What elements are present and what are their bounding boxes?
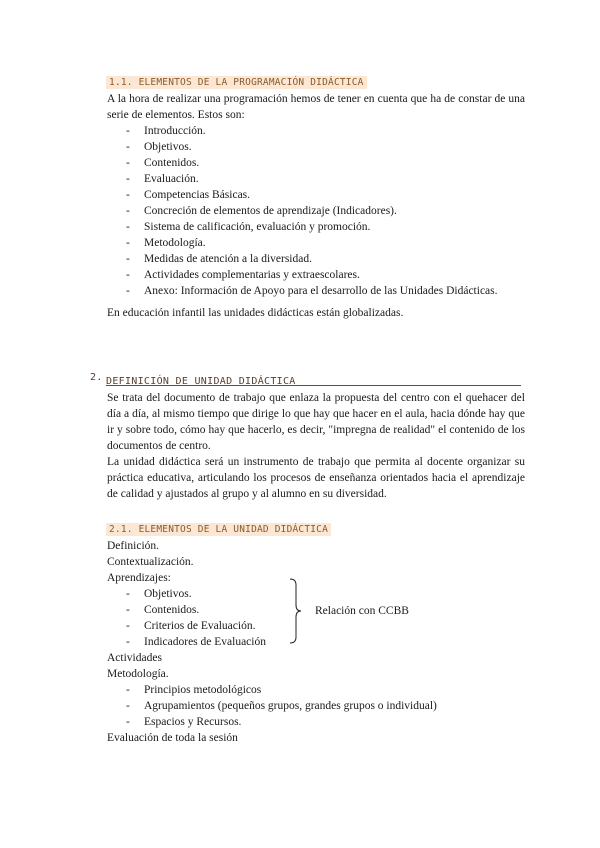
list-item: - Metodología.: [126, 237, 206, 249]
section-1-1-intro: A la hora de realizar una programación hemos de tener en cuenta que ha de constar de una serie de elementos. Estos son:: [107, 93, 525, 121]
contextualizacion: Contextualización.: [107, 556, 194, 568]
section-1-1-closing: En educación infantil las unidades didácticas están globalizadas.: [107, 307, 404, 319]
list-item: - Agrupamientos (pequeños grupos, grandes grupos o individual): [126, 700, 437, 712]
list-item: - Evaluación.: [126, 173, 199, 185]
section-2-1-heading-wrap: [106, 519, 331, 537]
list-item: - Objetivos.: [126, 141, 192, 153]
section-2-heading-rule: [106, 371, 521, 386]
list-item: - Objetivos.: [126, 588, 192, 600]
evaluacion: Evaluación de toda la sesión: [107, 732, 238, 744]
metodologia: Metodología.: [107, 668, 169, 680]
elements-list: [126, 123, 498, 299]
section-1-1-heading: 1.1. ELEMENTOS DE LA PROGRAMACIÓN DIDÁCTICA: [106, 76, 367, 89]
list-item: - Actividades complementarias y extraescolares.: [126, 269, 360, 281]
list-item: - Contenidos.: [126, 157, 200, 169]
section-2-1-heading: 2.1. ELEMENTOS DE LA UNIDAD DIDÁCTICA: [106, 523, 331, 536]
section-2-paragraph-2: La unidad didáctica será un instrumento de trabajo que permita al docente organizar su práctica educativa, articulando los procesos de enseñanza orientados hacia el aprendizaje de calidad y ajustados al grupo y al alumno en su diversidad.: [107, 456, 525, 500]
section-2-paragraph-1: Se trata del documento de trabajo que enlaza la propuesta del centro con el quehacer del día a día, al mismo tiempo que dirige lo que hay que hacer en el aula, hacia dónde hay que ir y sobre todo, cómo hay que hacerlo, es decir, "impregna de realidad" el contenido de los documentos de centro.: [107, 392, 525, 452]
list-item: - Anexo: Información de Apoyo para el desarrollo de las Unidades Didácticas.: [126, 285, 498, 297]
aprendizajes: Aprendizajes:: [107, 572, 171, 584]
list-item: - Competencias Básicas.: [126, 189, 251, 201]
curly-brace-icon: [288, 577, 308, 645]
section-2-number: 2.: [90, 372, 103, 383]
list-item: - Criterios de Evaluación.: [126, 620, 256, 632]
section-1-1-heading-wrap: [106, 72, 367, 90]
metodologia-list: [126, 682, 437, 730]
list-item: - Principios metodológicos: [126, 684, 262, 696]
actividades: Actividades: [107, 652, 162, 664]
list-item: - Medidas de atención a la diversidad.: [126, 253, 312, 265]
aprendizajes-list: [126, 586, 266, 650]
list-item: - Espacios y Recursos.: [126, 716, 242, 728]
list-item: - Introducción.: [126, 125, 206, 137]
list-item: - Sistema de calificación, evaluación y promoción.: [126, 221, 371, 233]
list-item: - Contenidos.: [126, 604, 200, 616]
bracket-label: Relación con CCBB: [315, 605, 409, 617]
list-item: - Indicadores de Evaluación: [126, 636, 266, 648]
list-item: - Concreción de elementos de aprendizaje (Indicadores).: [126, 205, 397, 217]
section-2-heading: DEFINICIÓN DE UNIDAD DIDÁCTICA: [106, 376, 296, 387]
definicion: Definición.: [107, 540, 160, 552]
